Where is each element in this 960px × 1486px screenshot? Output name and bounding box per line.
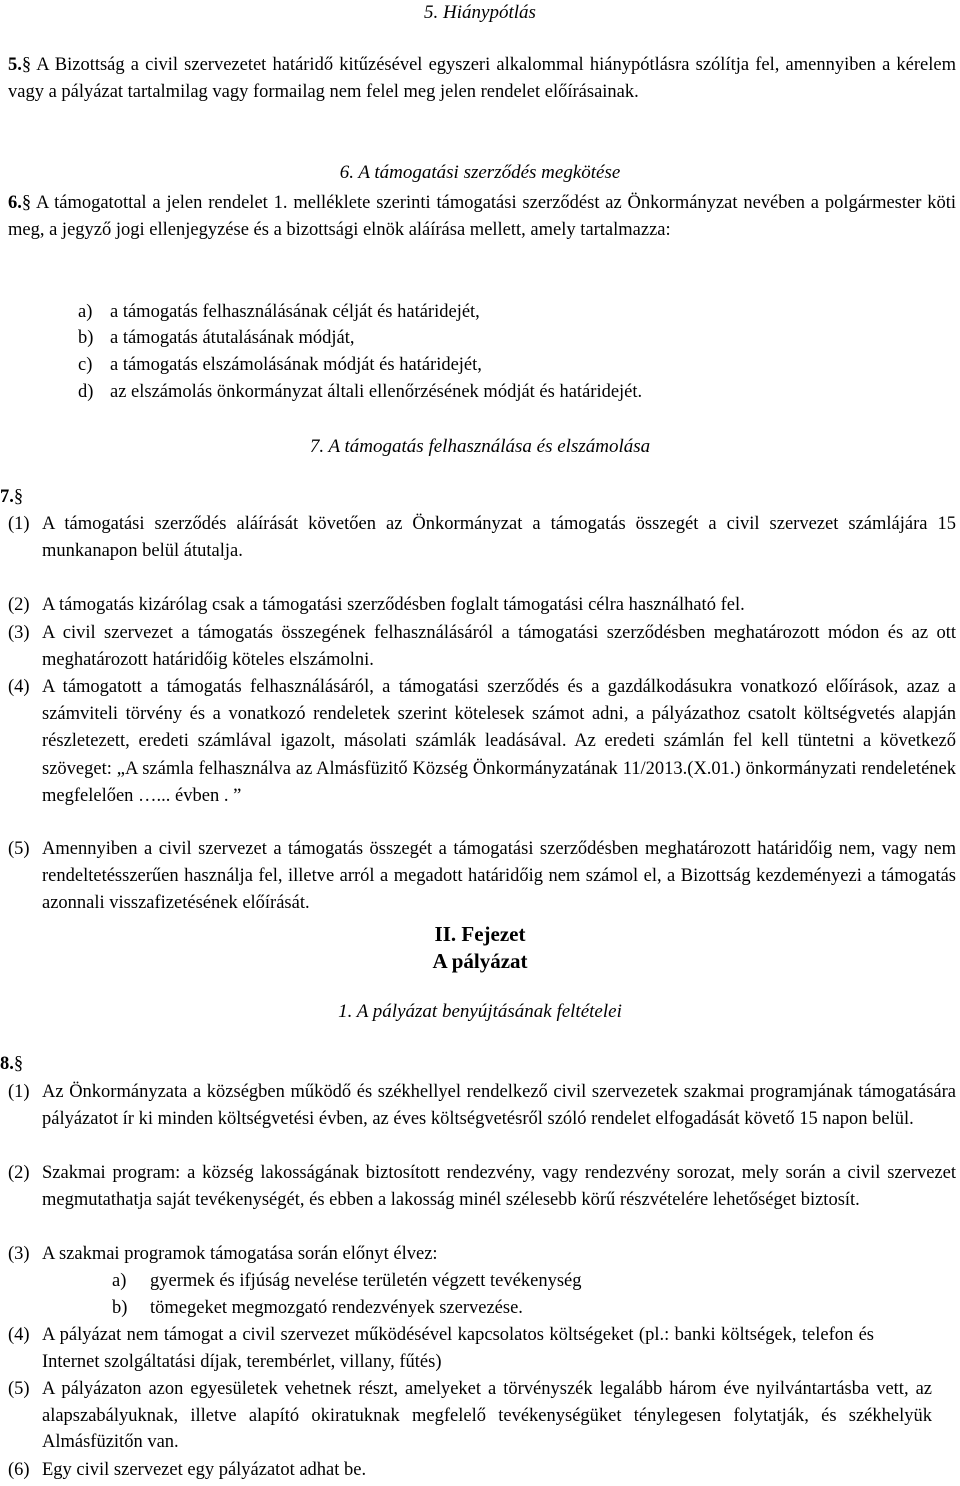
item-7-5-text: Amennyiben a civil szervezet a támogatás összegét a támogatási szerződésben meghatározott határidőig nem, vagy nem rendeltetésszerűen használja fel, illetve arról a megadott határidőig nem számol el, a Bizottság kezdeményezi a támogatás azonnali visszafizetésének előírását.	[42, 839, 956, 913]
sub-item-a: a) gyermek és ifjúság nevelése területén végzett tevékenység	[112, 1271, 582, 1291]
item-7-4-text: A támogatott a támogatás felhasználásáról, a támogatási szerződés és a gazdálkodásukra vonatkozó előírások, azaz a számviteli törvény és a vonatkozó rendeletek szerint kötelesek számot adni, a pályázathoz csatolt költségvetés alapján részletezett, eredeti számlával igazolt, másolati számlák leadásával. Az eredeti számlán fel kell tüntetni a következő szöveget: „A számla felhasználva az Almásfüzitő Község Önkormányzatának 11/2013.(X.01.) önkormányzati rendeletének megfelelően …... évben . ”	[42, 677, 956, 806]
section-heading-8: 1. A pályázat benyújtásának feltételei	[338, 1001, 622, 1022]
sub-item-b: b) tömegeket megmozgató rendezvények szervezése.	[112, 1298, 523, 1318]
item-7-5-label: (5)	[8, 839, 30, 859]
chapter-title: A pályázat	[432, 949, 528, 973]
item-8-4-label: (4)	[8, 1325, 30, 1345]
paragraph-number: 6.	[8, 193, 22, 213]
item-7-1-text: A támogatási szerződés aláírását követően az Önkormányzat a támogatás összegét a civil szervezet számlájára 15 munkanapon belül átutalja.	[42, 514, 956, 561]
list-item-c: c) a támogatás elszámolásának módját és határidejét,	[78, 355, 482, 375]
paragraph-text: A Bizottság a civil szervezetet határidő kitűzésével egyszeri alkalommal hiánypótlásra szólítja fel, amennyiben a kérelem vagy a pályázat tartalmilag vagy formailag nem felel meg jelen rendelet előírásainak.	[8, 55, 956, 102]
section-heading-7: 7. A támogatás felhasználása és elszámolása	[309, 436, 651, 457]
item-7-3-text: A civil szervezet a támogatás összegének felhasználásáról a támogatási szerződésben meghatározott módon és az ott meghatározott határidőig köteles elszámolni.	[42, 623, 956, 670]
item-8-6-label: (6)	[8, 1460, 30, 1480]
item-7-2-label: (2)	[8, 595, 30, 615]
section-heading-6: 6. A támogatási szerződés megkötése	[339, 162, 621, 183]
item-7-2-text: A támogatás kizárólag csak a támogatási szerződésben foglalt támogatási célra használható fel.	[42, 595, 745, 615]
item-7-3-label: (3)	[8, 623, 30, 643]
item-8-2-label: (2)	[8, 1163, 30, 1183]
item-8-1-text: Az Önkormányzata a községben működő és székhellyel rendelkező civil szervezetek szakmai programjának támogatására pályázatot ír ki minden költségvetési évben, az éves költségvetésről szóló rendelet elfogadását követő 15 napon belül.	[42, 1082, 956, 1129]
item-7-4-label: (4)	[8, 677, 30, 697]
item-8-4-text: A pályázat nem támogat a civil szervezet működésével kapcsolatos költségeket (pl.: banki költségek, telefon és Internet szolgáltatási díjak, terembérlet, villany, fűtés)	[42, 1325, 874, 1372]
item-8-1-label: (1)	[8, 1082, 30, 1102]
section-mark: §	[21, 55, 32, 75]
item-8-6-text: Egy civil szervezet egy pályázatot adhat be.	[42, 1460, 367, 1480]
paragraph-6	[8, 190, 956, 243]
paragraph-5	[8, 52, 956, 105]
item-8-3-text: A szakmai programok támogatása során előnyt élvez:	[42, 1244, 438, 1264]
item-8-5-text: A pályázaton azon egyesületek vehetnek részt, amelyeket a törvényszék legalább három éve nyilvántartásba vett, az alapszabályuknak, illetve alapító okiratuknak megfelelő tevékenységüket ténylegesen folytatják, és székhelyük Almásfüzitőn van.	[42, 1379, 932, 1452]
paragraph-number: 5.	[8, 55, 22, 75]
section-heading-5: 5. Hiánypótlás	[424, 2, 536, 23]
item-8-5-label: (5)	[8, 1379, 30, 1399]
paragraph-7-number: 7.§	[0, 487, 24, 507]
list-item-d: d) az elszámolás önkormányzat általi ellenőrzésének módját és határidejét.	[78, 382, 643, 402]
item-8-3-label: (3)	[8, 1244, 30, 1264]
list-item-b: b) a támogatás átutalásának módját,	[78, 328, 355, 348]
chapter-number: II. Fejezet	[434, 922, 526, 946]
item-8-2-text: Szakmai program: a község lakosságának biztosított rendezvény, vagy rendezvény sorozat, mely során a civil szervezet megmutathatja saját tevékenységét, és ebben a lakosság minél szélesebb körű részvételére lehetőséget biztosít.	[42, 1163, 956, 1210]
list-item-a: a) a támogatás felhasználásának célját és határidejét,	[78, 302, 480, 322]
item-7-1-label: (1)	[8, 514, 30, 534]
paragraph-8-number: 8.§	[0, 1054, 24, 1074]
section-mark: §	[21, 193, 32, 213]
paragraph-text: A támogatottal a jelen rendelet 1. melléklete szerinti támogatási szerződést az Önkormányzat nevében a polgármester köti meg, a jegyző jogi ellenjegyzése és a bizottsági elnök aláírása mellett, amely tartalmazza:	[8, 193, 956, 240]
